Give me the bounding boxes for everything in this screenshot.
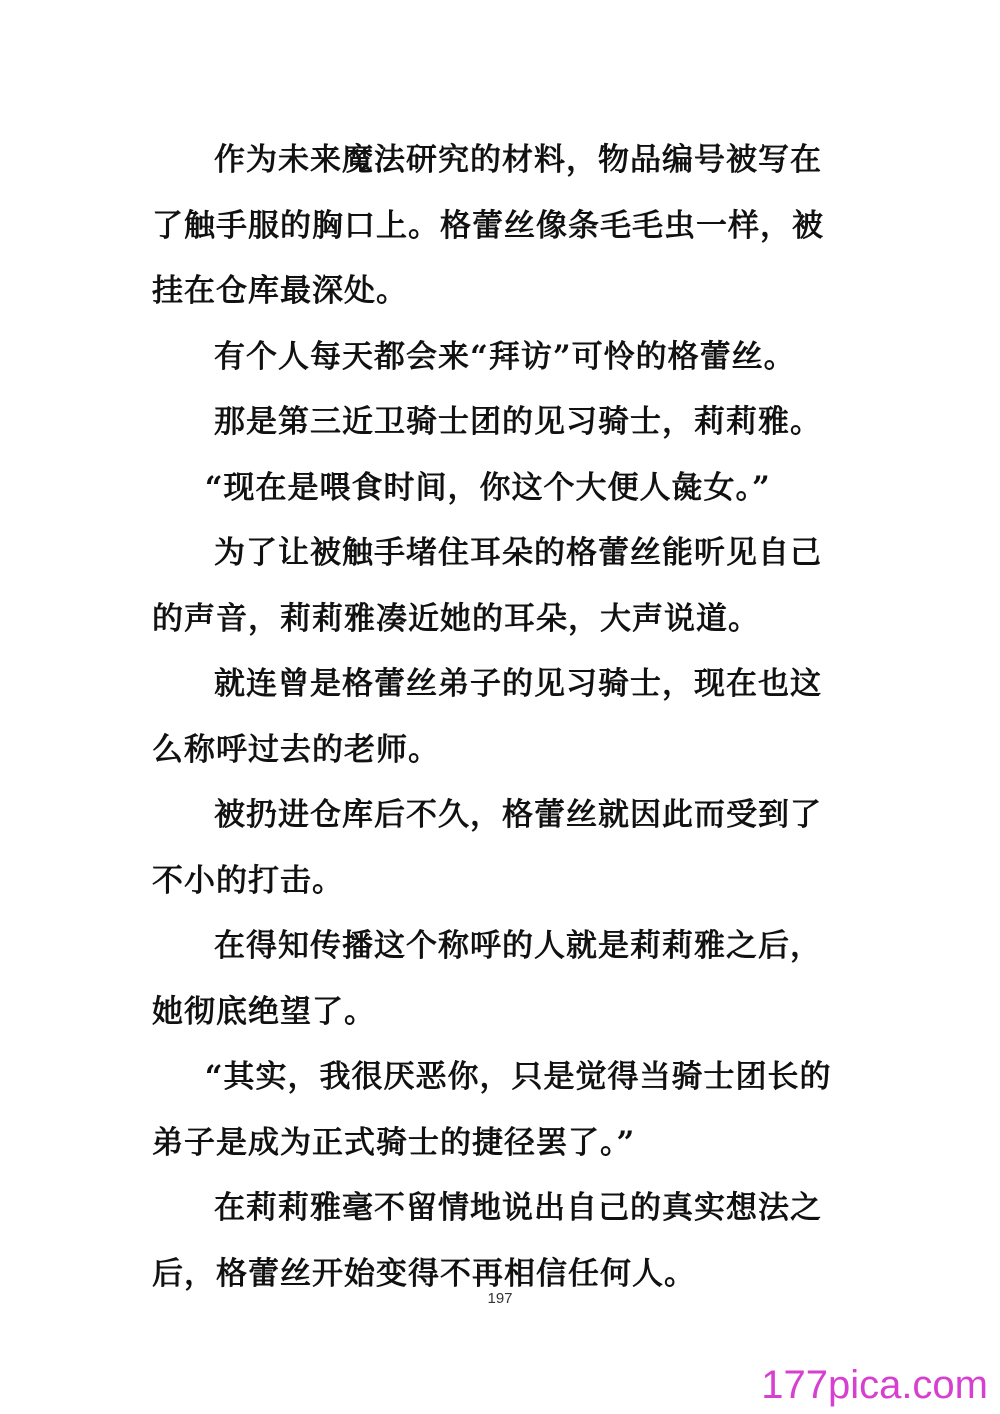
paragraph-10: 在莉莉雅毫不留情地说出自己的真实想法之后，格蕾丝开始变得不再相信任何人。 [152,1190,822,1292]
paragraph-9: “其实，我很厌恶你，只是觉得当骑士团长的弟子是成为正式骑士的捷径罢了。” [152,1059,832,1161]
paragraph-7: 被扔进仓库后不久，格蕾丝就因此而受到了不小的打击。 [152,797,822,899]
body-text [152,128,852,1307]
watermark: 177pica.com [761,1363,988,1407]
paragraph-6: 就连曾是格蕾丝弟子的见习骑士，现在也这么称呼过去的老师。 [152,666,822,768]
paragraph-3: 那是第三近卫骑士团的见习骑士，莉莉雅。 [214,404,822,440]
paragraph-8: 在得知传播这个称呼的人就是莉莉雅之后，她彻底绝望了。 [152,928,822,1030]
paragraph-4: “现在是喂食时间，你这个大便人彘女。” [204,469,771,506]
paragraph-2: 有个人每天都会来“拜访”可怜的格蕾丝。 [214,338,796,375]
page-number: 197 [487,1290,513,1307]
paragraph-5: 为了让被触手堵住耳朵的格蕾丝能听见自己的声音，莉莉雅凑近她的耳朵，大声说道。 [152,535,822,637]
paragraph-1: 作为未来魔法研究的材料，物品编号被写在了触手服的胸口上。格蕾丝像条毛毛虫一样，被挂在仓库最深处。 [152,142,824,309]
